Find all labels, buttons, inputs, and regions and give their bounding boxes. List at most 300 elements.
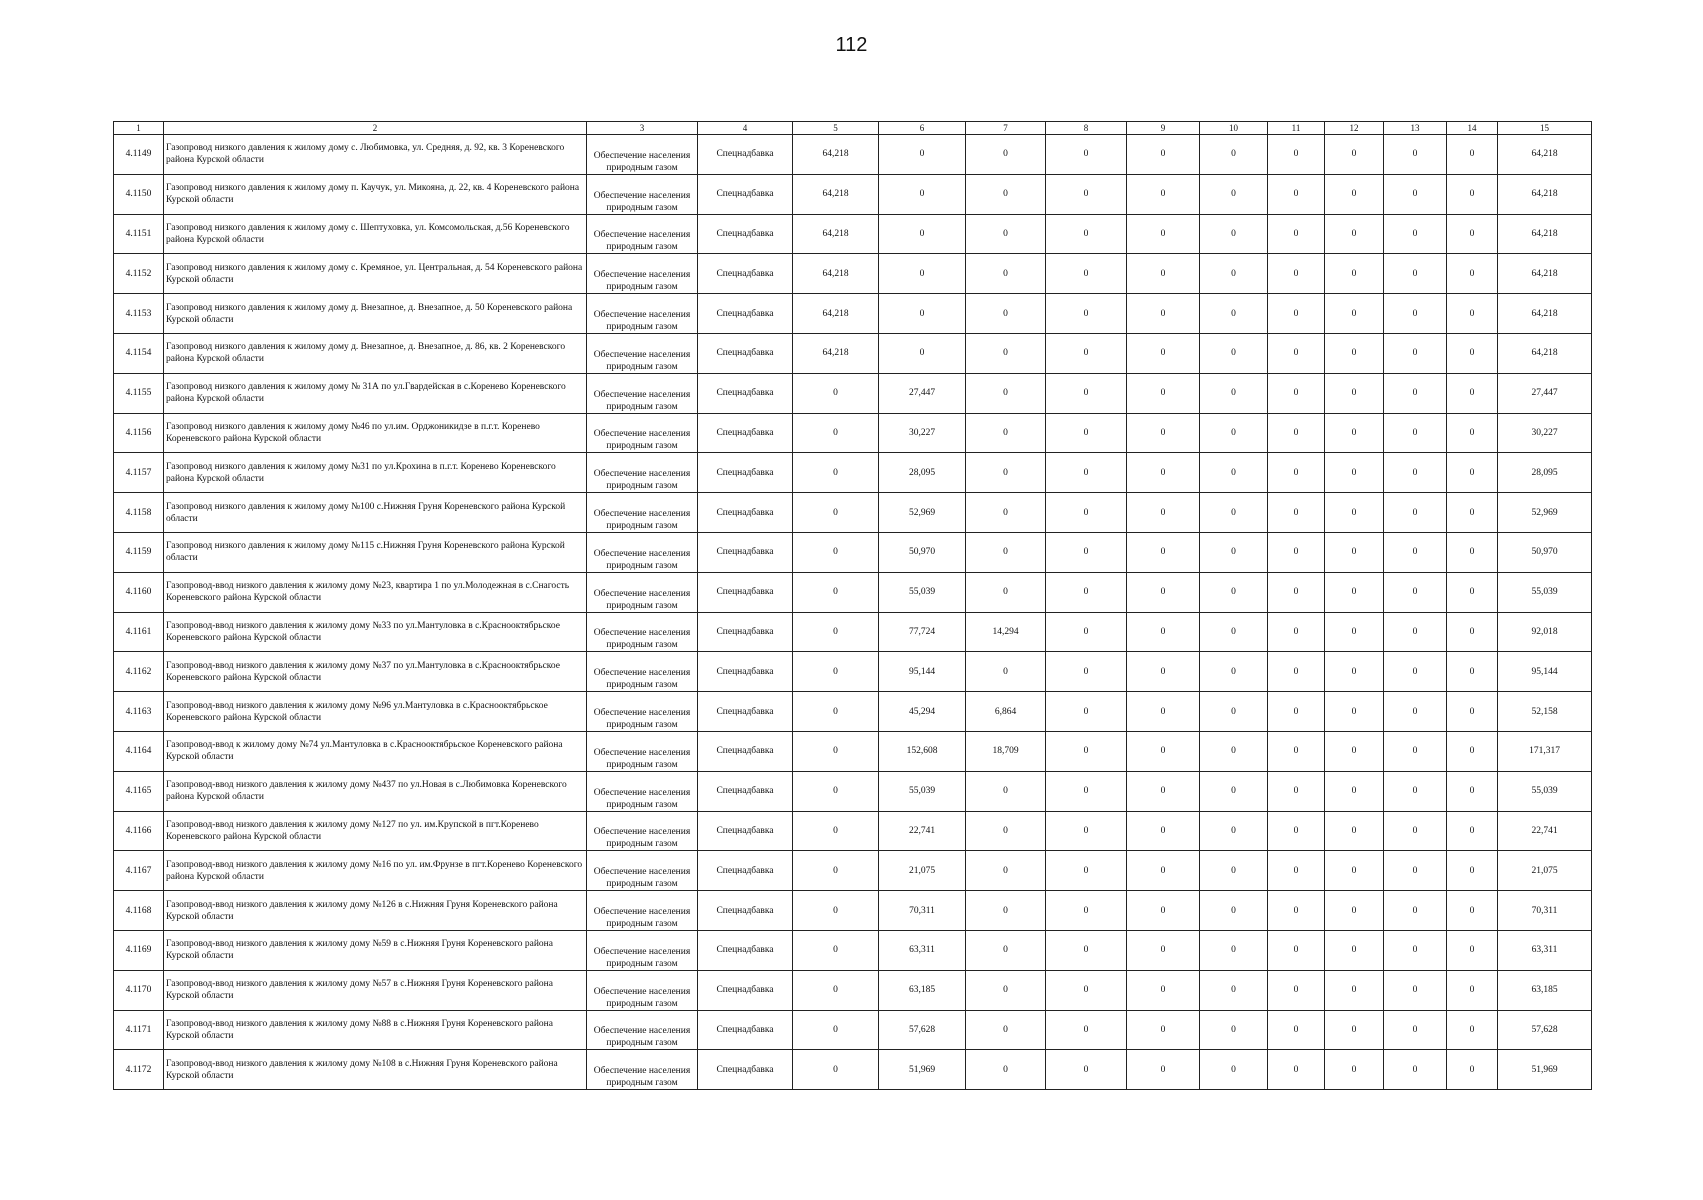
object-name: Газопровод-ввод низкого давления к жилому дому №126 в с.Нижняя Груня Кореневского района Курской области xyxy=(164,891,587,931)
funding-source: Спецнадбавка xyxy=(698,771,793,811)
funding-source: Спецнадбавка xyxy=(698,1050,793,1090)
column-header: 7 xyxy=(966,122,1046,135)
value-cell: 0 xyxy=(879,214,966,254)
value-cell: 0 xyxy=(1447,135,1498,175)
value-cell: 0 xyxy=(1384,612,1447,652)
value-cell: 0 xyxy=(1127,373,1200,413)
value-cell: 0 xyxy=(793,572,879,612)
value-cell: 0 xyxy=(793,652,879,692)
value-cell: 0 xyxy=(1384,174,1447,214)
value-cell: 63,185 xyxy=(879,970,966,1010)
purpose: Обеспечение населения природным газом xyxy=(587,254,698,294)
object-name: Газопровод-ввод низкого давления к жилому дому №23, квартира 1 по ул.Молодежная в с.Снагость Кореневского района Курской области xyxy=(164,572,587,612)
value-cell: 0 xyxy=(1268,135,1325,175)
value-cell: 171,317 xyxy=(1498,731,1592,771)
value-cell: 0 xyxy=(1447,771,1498,811)
value-cell: 0 xyxy=(1384,453,1447,493)
table-row xyxy=(114,493,1592,533)
value-cell: 0 xyxy=(1046,572,1127,612)
value-cell: 0 xyxy=(1127,572,1200,612)
purpose: Обеспечение населения природным газом xyxy=(587,811,698,851)
table-row xyxy=(114,930,1592,970)
table-row xyxy=(114,851,1592,891)
row-code: 4.1170 xyxy=(114,970,164,1010)
value-cell: 50,970 xyxy=(1498,532,1592,572)
object-name: Газопровод-ввод низкого давления к жилому дому №37 по ул.Мантуловка в с.Краснооктябрьское Кореневского района Курской области xyxy=(164,652,587,692)
value-cell: 0 xyxy=(1325,692,1384,732)
value-cell: 0 xyxy=(1268,294,1325,334)
purpose: Обеспечение населения природным газом xyxy=(587,453,698,493)
value-cell: 0 xyxy=(1325,930,1384,970)
object-name: Газопровод-ввод низкого давления к жилому дому №96 ул.Мантуловка в с.Краснооктябрьское Кореневского района Курской области xyxy=(164,692,587,732)
value-cell: 0 xyxy=(1127,851,1200,891)
value-cell: 0 xyxy=(1325,1010,1384,1050)
value-cell: 0 xyxy=(966,970,1046,1010)
purpose: Обеспечение населения природным газом xyxy=(587,692,698,732)
value-cell: 64,218 xyxy=(793,135,879,175)
row-code: 4.1154 xyxy=(114,333,164,373)
table-row xyxy=(114,1050,1592,1090)
value-cell: 63,311 xyxy=(1498,930,1592,970)
funding-source: Спецнадбавка xyxy=(698,413,793,453)
value-cell: 95,144 xyxy=(1498,652,1592,692)
value-cell: 0 xyxy=(1325,214,1384,254)
value-cell: 0 xyxy=(879,294,966,334)
value-cell: 0 xyxy=(1384,135,1447,175)
value-cell: 0 xyxy=(1200,652,1268,692)
object-name: Газопровод низкого давления к жилому дому д. Внезапное, д. Внезапное, д. 86, кв. 2 Кореневского района Курской области xyxy=(164,333,587,373)
value-cell: 0 xyxy=(1384,1050,1447,1090)
value-cell: 0 xyxy=(1127,294,1200,334)
object-name: Газопровод-ввод низкого давления к жилому дому №57 в с.Нижняя Груня Кореневского района Курской области xyxy=(164,970,587,1010)
row-code: 4.1155 xyxy=(114,373,164,413)
value-cell: 0 xyxy=(1325,891,1384,931)
value-cell: 0 xyxy=(1268,532,1325,572)
value-cell: 0 xyxy=(1127,612,1200,652)
value-cell: 22,741 xyxy=(1498,811,1592,851)
value-cell: 51,969 xyxy=(879,1050,966,1090)
purpose: Обеспечение населения природным газом xyxy=(587,294,698,334)
purpose: Обеспечение населения природным газом xyxy=(587,174,698,214)
value-cell: 0 xyxy=(1384,811,1447,851)
row-code: 4.1161 xyxy=(114,612,164,652)
value-cell: 0 xyxy=(1268,891,1325,931)
column-header: 9 xyxy=(1127,122,1200,135)
column-header: 10 xyxy=(1200,122,1268,135)
value-cell: 0 xyxy=(1046,692,1127,732)
value-cell: 0 xyxy=(1384,373,1447,413)
value-cell: 0 xyxy=(1325,413,1384,453)
column-header: 4 xyxy=(698,122,793,135)
value-cell: 0 xyxy=(1046,1010,1127,1050)
column-header: 14 xyxy=(1447,122,1498,135)
value-cell: 55,039 xyxy=(879,572,966,612)
table-row xyxy=(114,135,1592,175)
value-cell: 0 xyxy=(1325,1050,1384,1090)
value-cell: 27,447 xyxy=(1498,373,1592,413)
value-cell: 57,628 xyxy=(1498,1010,1592,1050)
value-cell: 0 xyxy=(1268,333,1325,373)
value-cell: 0 xyxy=(1046,254,1127,294)
funding-source: Спецнадбавка xyxy=(698,1010,793,1050)
value-cell: 0 xyxy=(1325,811,1384,851)
value-cell: 0 xyxy=(793,891,879,931)
value-cell: 0 xyxy=(1046,851,1127,891)
value-cell: 0 xyxy=(1447,930,1498,970)
value-cell: 70,311 xyxy=(879,891,966,931)
object-name: Газопровод-ввод низкого давления к жилому дому №437 по ул.Новая в с.Любимовка Кореневского района Курской области xyxy=(164,771,587,811)
value-cell: 21,075 xyxy=(879,851,966,891)
value-cell: 0 xyxy=(1200,572,1268,612)
value-cell: 0 xyxy=(1200,135,1268,175)
value-cell: 64,218 xyxy=(793,333,879,373)
row-code: 4.1151 xyxy=(114,214,164,254)
value-cell: 0 xyxy=(1200,1010,1268,1050)
value-cell: 0 xyxy=(793,532,879,572)
value-cell: 57,628 xyxy=(879,1010,966,1050)
row-code: 4.1160 xyxy=(114,572,164,612)
value-cell: 0 xyxy=(1046,1050,1127,1090)
funding-source: Спецнадбавка xyxy=(698,135,793,175)
value-cell: 52,158 xyxy=(1498,692,1592,732)
value-cell: 0 xyxy=(793,1050,879,1090)
value-cell: 0 xyxy=(1200,453,1268,493)
value-cell: 0 xyxy=(1447,214,1498,254)
value-cell: 55,039 xyxy=(879,771,966,811)
value-cell: 0 xyxy=(1384,413,1447,453)
value-cell: 0 xyxy=(793,373,879,413)
value-cell: 0 xyxy=(1384,532,1447,572)
value-cell: 0 xyxy=(1127,254,1200,294)
value-cell: 0 xyxy=(966,214,1046,254)
column-header: 11 xyxy=(1268,122,1325,135)
funding-source: Спецнадбавка xyxy=(698,851,793,891)
column-numbers-row xyxy=(114,122,1592,135)
value-cell: 0 xyxy=(966,333,1046,373)
value-cell: 0 xyxy=(793,771,879,811)
value-cell: 0 xyxy=(1046,453,1127,493)
purpose: Обеспечение населения природным газом xyxy=(587,493,698,533)
value-cell: 0 xyxy=(793,851,879,891)
value-cell: 0 xyxy=(1384,771,1447,811)
table-row xyxy=(114,214,1592,254)
object-name: Газопровод-ввод низкого давления к жилому дому №127 по ул. им.Крупской в пгт.Коренево Кореневского района Курской области xyxy=(164,811,587,851)
value-cell: 0 xyxy=(966,254,1046,294)
value-cell: 0 xyxy=(1447,294,1498,334)
row-code: 4.1171 xyxy=(114,1010,164,1050)
value-cell: 0 xyxy=(1200,413,1268,453)
funding-source: Спецнадбавка xyxy=(698,294,793,334)
value-cell: 14,294 xyxy=(966,612,1046,652)
value-cell: 0 xyxy=(1046,811,1127,851)
row-code: 4.1150 xyxy=(114,174,164,214)
value-cell: 0 xyxy=(1046,652,1127,692)
value-cell: 0 xyxy=(1268,572,1325,612)
value-cell: 0 xyxy=(1200,214,1268,254)
value-cell: 0 xyxy=(1127,214,1200,254)
value-cell: 0 xyxy=(879,254,966,294)
value-cell: 0 xyxy=(1127,333,1200,373)
value-cell: 0 xyxy=(1200,970,1268,1010)
value-cell: 0 xyxy=(1268,174,1325,214)
table-row xyxy=(114,373,1592,413)
value-cell: 0 xyxy=(1447,373,1498,413)
value-cell: 0 xyxy=(879,333,966,373)
funding-source: Спецнадбавка xyxy=(698,493,793,533)
value-cell: 0 xyxy=(966,1050,1046,1090)
value-cell: 0 xyxy=(1384,333,1447,373)
funding-source: Спецнадбавка xyxy=(698,970,793,1010)
value-cell: 0 xyxy=(1447,254,1498,294)
value-cell: 0 xyxy=(1127,891,1200,931)
funding-source: Спецнадбавка xyxy=(698,174,793,214)
value-cell: 0 xyxy=(793,1010,879,1050)
value-cell: 0 xyxy=(1384,851,1447,891)
purpose: Обеспечение населения природным газом xyxy=(587,1050,698,1090)
value-cell: 64,218 xyxy=(1498,135,1592,175)
value-cell: 92,018 xyxy=(1498,612,1592,652)
value-cell: 0 xyxy=(966,771,1046,811)
value-cell: 64,218 xyxy=(1498,174,1592,214)
value-cell: 0 xyxy=(1325,572,1384,612)
value-cell: 0 xyxy=(1268,453,1325,493)
funding-source: Спецнадбавка xyxy=(698,692,793,732)
row-code: 4.1152 xyxy=(114,254,164,294)
value-cell: 0 xyxy=(1447,811,1498,851)
value-cell: 0 xyxy=(1127,970,1200,1010)
value-cell: 0 xyxy=(793,731,879,771)
value-cell: 0 xyxy=(966,135,1046,175)
purpose: Обеспечение населения природным газом xyxy=(587,652,698,692)
value-cell: 0 xyxy=(1046,532,1127,572)
table-row xyxy=(114,294,1592,334)
value-cell: 0 xyxy=(879,135,966,175)
investment-table xyxy=(113,121,1592,1090)
value-cell: 0 xyxy=(1046,174,1127,214)
value-cell: 0 xyxy=(1325,652,1384,692)
value-cell: 0 xyxy=(1447,891,1498,931)
value-cell: 0 xyxy=(966,174,1046,214)
value-cell: 0 xyxy=(966,930,1046,970)
value-cell: 0 xyxy=(1447,970,1498,1010)
value-cell: 64,218 xyxy=(1498,294,1592,334)
purpose: Обеспечение населения природным газом xyxy=(587,612,698,652)
value-cell: 70,311 xyxy=(1498,891,1592,931)
row-code: 4.1156 xyxy=(114,413,164,453)
object-name: Газопровод низкого давления к жилому дому №31 по ул.Крохина в п.г.т. Коренево Кореневского района Курской области xyxy=(164,453,587,493)
table-header xyxy=(114,122,1592,135)
value-cell: 0 xyxy=(1268,692,1325,732)
purpose: Обеспечение населения природным газом xyxy=(587,1010,698,1050)
value-cell: 64,218 xyxy=(793,214,879,254)
table-row xyxy=(114,731,1592,771)
value-cell: 63,185 xyxy=(1498,970,1592,1010)
value-cell: 0 xyxy=(1200,692,1268,732)
value-cell: 0 xyxy=(1046,891,1127,931)
value-cell: 0 xyxy=(1447,1050,1498,1090)
row-code: 4.1158 xyxy=(114,493,164,533)
object-name: Газопровод низкого давления к жилому дому с. Шептуховка, ул. Комсомольская, д.56 Кореневского района Курской области xyxy=(164,214,587,254)
value-cell: 0 xyxy=(793,692,879,732)
table-body xyxy=(114,135,1592,1090)
value-cell: 0 xyxy=(1447,731,1498,771)
value-cell: 50,970 xyxy=(879,532,966,572)
value-cell: 0 xyxy=(1384,493,1447,533)
value-cell: 45,294 xyxy=(879,692,966,732)
value-cell: 0 xyxy=(1046,612,1127,652)
funding-source: Спецнадбавка xyxy=(698,453,793,493)
value-cell: 55,039 xyxy=(1498,572,1592,612)
value-cell: 0 xyxy=(1268,413,1325,453)
object-name: Газопровод низкого давления к жилому дому № 31А по ул.Гвардейская в с.Коренево Кореневского района Курской области xyxy=(164,373,587,413)
value-cell: 0 xyxy=(966,811,1046,851)
value-cell: 0 xyxy=(1268,373,1325,413)
purpose: Обеспечение населения природным газом xyxy=(587,214,698,254)
table-row xyxy=(114,970,1592,1010)
funding-source: Спецнадбавка xyxy=(698,333,793,373)
value-cell: 0 xyxy=(1127,174,1200,214)
value-cell: 0 xyxy=(1200,294,1268,334)
value-cell: 0 xyxy=(1046,333,1127,373)
value-cell: 21,075 xyxy=(1498,851,1592,891)
purpose: Обеспечение населения природным газом xyxy=(587,532,698,572)
column-header: 5 xyxy=(793,122,879,135)
column-header: 1 xyxy=(114,122,164,135)
value-cell: 0 xyxy=(1046,970,1127,1010)
value-cell: 0 xyxy=(1200,254,1268,294)
row-code: 4.1159 xyxy=(114,532,164,572)
value-cell: 0 xyxy=(1447,333,1498,373)
value-cell: 0 xyxy=(1046,135,1127,175)
object-name: Газопровод-ввод низкого давления к жилому дому №88 в с.Нижняя Груня Кореневского района Курской области xyxy=(164,1010,587,1050)
value-cell: 18,709 xyxy=(966,731,1046,771)
value-cell: 0 xyxy=(1325,612,1384,652)
table-row xyxy=(114,254,1592,294)
value-cell: 0 xyxy=(793,811,879,851)
column-header: 8 xyxy=(1046,122,1127,135)
value-cell: 64,218 xyxy=(793,294,879,334)
row-code: 4.1164 xyxy=(114,731,164,771)
value-cell: 0 xyxy=(1200,1050,1268,1090)
value-cell: 0 xyxy=(1447,1010,1498,1050)
value-cell: 0 xyxy=(1200,493,1268,533)
value-cell: 0 xyxy=(1127,532,1200,572)
funding-source: Спецнадбавка xyxy=(698,572,793,612)
value-cell: 22,741 xyxy=(879,811,966,851)
row-code: 4.1149 xyxy=(114,135,164,175)
value-cell: 0 xyxy=(1384,214,1447,254)
value-cell: 0 xyxy=(1325,294,1384,334)
value-cell: 0 xyxy=(1384,930,1447,970)
value-cell: 0 xyxy=(1127,771,1200,811)
funding-source: Спецнадбавка xyxy=(698,811,793,851)
value-cell: 0 xyxy=(1046,771,1127,811)
purpose: Обеспечение населения природным газом xyxy=(587,333,698,373)
table-row xyxy=(114,811,1592,851)
value-cell: 0 xyxy=(1200,771,1268,811)
value-cell: 0 xyxy=(1268,493,1325,533)
value-cell: 0 xyxy=(879,174,966,214)
value-cell: 64,218 xyxy=(793,174,879,214)
table-row xyxy=(114,652,1592,692)
table-row xyxy=(114,692,1592,732)
value-cell: 0 xyxy=(1447,493,1498,533)
row-code: 4.1157 xyxy=(114,453,164,493)
value-cell: 0 xyxy=(966,891,1046,931)
purpose: Обеспечение населения природным газом xyxy=(587,891,698,931)
row-code: 4.1165 xyxy=(114,771,164,811)
purpose: Обеспечение населения природным газом xyxy=(587,572,698,612)
value-cell: 0 xyxy=(1325,731,1384,771)
value-cell: 0 xyxy=(1325,135,1384,175)
object-name: Газопровод-ввод к жилому дому №74 ул.Мантуловка в с.Краснооктябрьское Кореневского района Курской области xyxy=(164,731,587,771)
value-cell: 0 xyxy=(1325,851,1384,891)
object-name: Газопровод низкого давления к жилому дому с. Кремяное, ул. Центральная, д. 54 Кореневского района Курской области xyxy=(164,254,587,294)
value-cell: 30,227 xyxy=(1498,413,1592,453)
value-cell: 0 xyxy=(966,851,1046,891)
value-cell: 0 xyxy=(966,572,1046,612)
value-cell: 0 xyxy=(1127,1010,1200,1050)
value-cell: 0 xyxy=(1127,453,1200,493)
value-cell: 0 xyxy=(1384,254,1447,294)
row-code: 4.1162 xyxy=(114,652,164,692)
value-cell: 0 xyxy=(1268,811,1325,851)
value-cell: 0 xyxy=(793,930,879,970)
value-cell: 0 xyxy=(1447,453,1498,493)
value-cell: 52,969 xyxy=(1498,493,1592,533)
value-cell: 77,724 xyxy=(879,612,966,652)
value-cell: 0 xyxy=(1268,731,1325,771)
value-cell: 0 xyxy=(1200,811,1268,851)
funding-source: Спецнадбавка xyxy=(698,254,793,294)
value-cell: 0 xyxy=(1447,851,1498,891)
column-header: 12 xyxy=(1325,122,1384,135)
value-cell: 0 xyxy=(1384,891,1447,931)
value-cell: 0 xyxy=(1046,731,1127,771)
value-cell: 28,095 xyxy=(1498,453,1592,493)
value-cell: 55,039 xyxy=(1498,771,1592,811)
value-cell: 0 xyxy=(1200,731,1268,771)
purpose: Обеспечение населения природным газом xyxy=(587,413,698,453)
table-row xyxy=(114,612,1592,652)
value-cell: 0 xyxy=(1127,413,1200,453)
row-code: 4.1172 xyxy=(114,1050,164,1090)
value-cell: 0 xyxy=(1447,572,1498,612)
value-cell: 0 xyxy=(1325,453,1384,493)
value-cell: 0 xyxy=(1447,413,1498,453)
value-cell: 0 xyxy=(1384,572,1447,612)
purpose: Обеспечение населения природным газом xyxy=(587,373,698,413)
funding-source: Спецнадбавка xyxy=(698,373,793,413)
value-cell: 51,969 xyxy=(1498,1050,1592,1090)
purpose: Обеспечение населения природным газом xyxy=(587,135,698,175)
column-header: 2 xyxy=(164,122,587,135)
value-cell: 0 xyxy=(1325,970,1384,1010)
value-cell: 0 xyxy=(1447,692,1498,732)
value-cell: 0 xyxy=(1325,532,1384,572)
value-cell: 0 xyxy=(1447,532,1498,572)
value-cell: 0 xyxy=(1127,493,1200,533)
table-row xyxy=(114,891,1592,931)
value-cell: 95,144 xyxy=(879,652,966,692)
value-cell: 64,218 xyxy=(793,254,879,294)
value-cell: 0 xyxy=(966,493,1046,533)
value-cell: 0 xyxy=(1268,214,1325,254)
funding-source: Спецнадбавка xyxy=(698,532,793,572)
value-cell: 0 xyxy=(1384,652,1447,692)
value-cell: 0 xyxy=(1325,771,1384,811)
value-cell: 0 xyxy=(966,294,1046,334)
